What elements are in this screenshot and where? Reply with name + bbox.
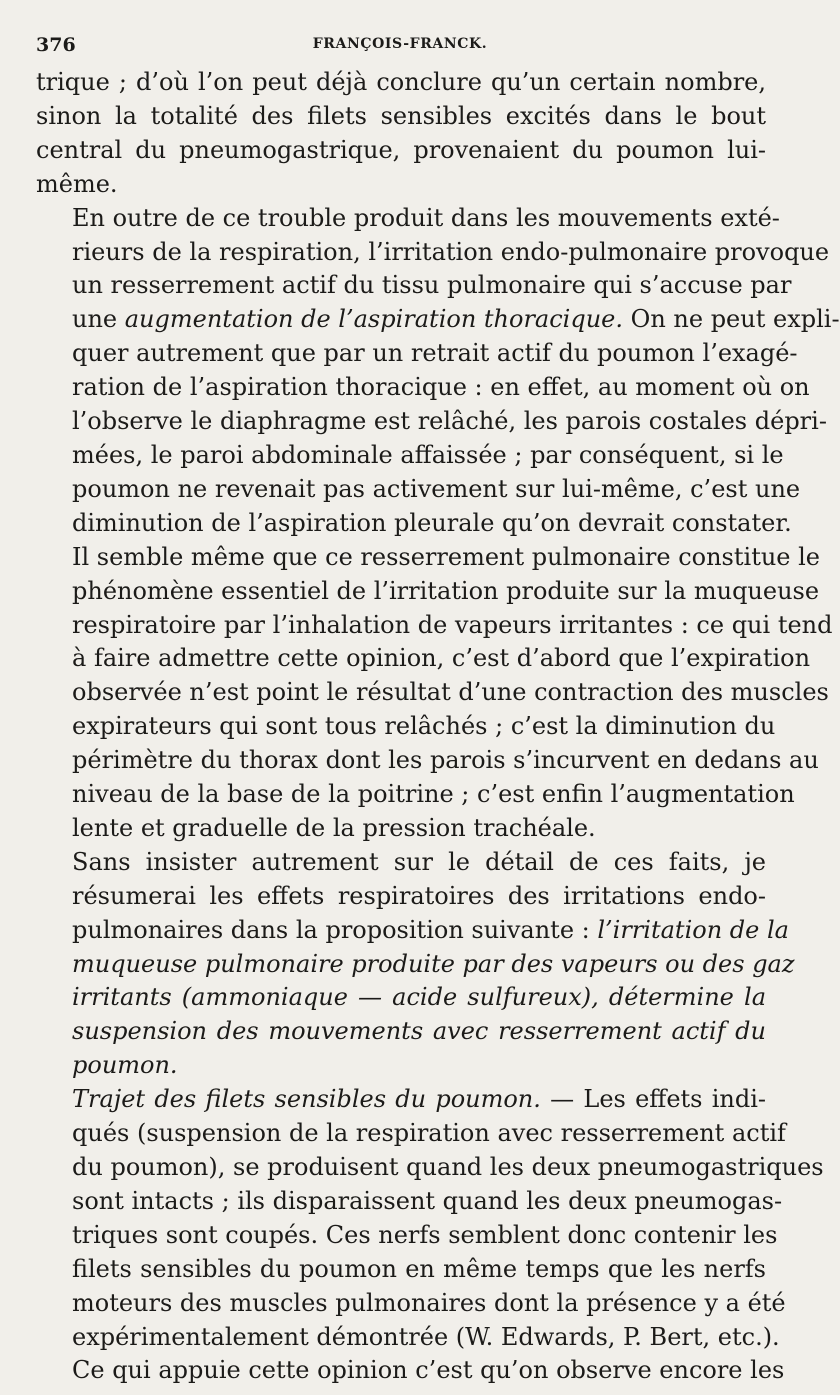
body-text — [36, 66, 840, 1388]
paragraph — [36, 66, 766, 202]
text-line — [36, 168, 766, 202]
italic-text: Trajet des filets sensibles du poumon. — [72, 1085, 541, 1114]
paragraph — [36, 1354, 785, 1388]
text-run: pulmonaires dans la proposition suivante : — [72, 915, 598, 944]
text-line — [36, 1253, 766, 1287]
text-line — [36, 507, 792, 541]
text-line — [36, 1185, 783, 1219]
text-run: sinon la totalité des filets sensibles excités dans le bout — [36, 101, 766, 130]
text-run: quer autrement que par un retrait actif du poumon l’exagé- — [72, 339, 798, 368]
text-run: trique ; d’où l’on peut déjà conclure qu’un certain nombre, — [36, 68, 766, 96]
text-line — [36, 405, 827, 439]
text-line — [36, 337, 798, 371]
text-run: En outre de ce trouble produit dans les mouvements exté- — [72, 203, 780, 232]
text-line — [36, 778, 795, 812]
text-run: phénomène essentiel de l’irritation produite sur la muqueuse — [72, 576, 820, 605]
text-run: sont intacts ; ils disparaissent quand les deux pneumogas- — [72, 1186, 783, 1215]
text-run: respiratoire par l’inhalation de vapeurs irritantes : ce qui tend — [72, 610, 833, 639]
italic-text: poumon. — [72, 1051, 178, 1080]
text-line — [36, 744, 819, 778]
text-line — [36, 812, 766, 846]
text-run: rieurs de la respiration, l’irritation endo-pulmonaire provoque — [72, 237, 830, 266]
text-run: diminution de l’aspiration pleurale qu’on devrait constater. — [72, 508, 792, 537]
paragraph — [36, 202, 840, 846]
text-run: central du pneumogastrique, provenaient du poumon lui- — [36, 135, 766, 164]
text-line — [36, 371, 810, 405]
text-run: niveau de la base de la poitrine ; c’est enfin l’augmentation — [72, 780, 795, 809]
text-line — [36, 66, 766, 100]
text-line — [36, 1354, 785, 1388]
text-run: expérimentalement démontrée (W. Edwards, P. Bert, etc.). — [72, 1322, 780, 1351]
text-line — [36, 473, 801, 507]
text-run: du poumon), se produisent quand les deux pneumogastriques — [72, 1153, 824, 1181]
text-line — [36, 1287, 786, 1321]
text-line — [36, 880, 766, 914]
text-run: qués (suspension de la respiration avec resserrement actif — [72, 1119, 786, 1148]
text-run: Il semble même que ce resserrement pulmonaire constitue le — [72, 542, 821, 571]
text-line — [36, 1219, 778, 1253]
text-line — [36, 948, 795, 982]
text-line — [36, 303, 840, 337]
italic-text: augmentation de l’aspiration thoracique. — [124, 305, 624, 334]
text-line — [36, 100, 766, 134]
text-run: à faire admettre cette opinion, c’est d’abord que l’expiration — [72, 644, 811, 673]
page-header — [36, 34, 764, 58]
text-run: même. — [36, 169, 118, 198]
italic-text: muqueuse pulmonaire produite par des vapeurs ou des gaz — [72, 949, 795, 978]
italic-text: l’irritation de la — [597, 915, 789, 944]
text-line — [36, 1049, 766, 1083]
text-run: expirateurs qui sont tous relâchés ; c’est la diminution du — [72, 712, 776, 741]
text-line — [36, 1321, 780, 1355]
text-run: Sans insister autrement sur le détail de ces faits, je — [72, 847, 766, 876]
text-run: lente et graduelle de la pression trachéale. — [72, 813, 596, 842]
text-line — [36, 202, 780, 236]
text-line — [36, 134, 766, 168]
text-run: Ce qui appuie cette opinion c’est qu’on observe encore les — [72, 1356, 785, 1385]
text-line — [36, 269, 792, 303]
italic-text: irritants (ammoniaque — acide sulfureux), détermine la — [72, 983, 766, 1012]
text-line — [36, 914, 789, 948]
text-run: moteurs des muscles pulmonaires dont la présence y a été — [72, 1288, 786, 1317]
paragraph — [36, 846, 795, 1083]
italic-text: suspension des mouvements avec resserrement actif du — [72, 1017, 766, 1046]
text-run: poumon ne revenait pas activement sur lui-même, c’est une — [72, 474, 801, 503]
text-run: mées, le paroi abdominale affaissée ; par conséquent, si le — [72, 440, 784, 469]
text-line — [36, 541, 821, 575]
text-run: un resserrement actif du tissu pulmonaire qui s’accuse par — [72, 271, 792, 300]
text-line — [36, 846, 766, 880]
paragraph — [36, 1083, 824, 1354]
text-line — [36, 439, 784, 473]
text-line — [36, 710, 776, 744]
text-line — [36, 642, 811, 676]
text-line — [36, 1015, 766, 1049]
running-head: FRANÇOIS-FRANCK. — [312, 36, 488, 52]
text-run: l’observe le diaphragme est relâché, les parois costales dépri- — [72, 407, 827, 436]
text-run: ration de l’aspiration thoracique : en effet, au moment où on — [72, 373, 810, 402]
text-line — [36, 1083, 766, 1117]
text-run: On ne peut expli- — [623, 305, 840, 334]
text-run: périmètre du thorax dont les parois s’incurvent en dedans au — [72, 746, 819, 775]
text-run: triques sont coupés. Ces nerfs semblent donc contenir les — [72, 1220, 778, 1249]
page-number: 376 — [36, 34, 76, 56]
text-run: filets sensibles du poumon en même temps que les nerfs — [72, 1254, 766, 1283]
text-run: observée n’est point le résultat d’une contraction des muscles — [72, 678, 829, 707]
text-line — [36, 609, 833, 643]
text-line — [36, 236, 830, 270]
text-line — [36, 1117, 786, 1151]
text-line — [36, 981, 766, 1015]
text-line — [36, 1151, 824, 1185]
text-line — [36, 676, 829, 710]
text-run: une — [72, 305, 125, 334]
text-run: — Les effets indi- — [540, 1085, 767, 1114]
text-run: résumerai les effets respiratoires des irritations endo- — [72, 881, 766, 910]
text-line — [36, 575, 820, 609]
